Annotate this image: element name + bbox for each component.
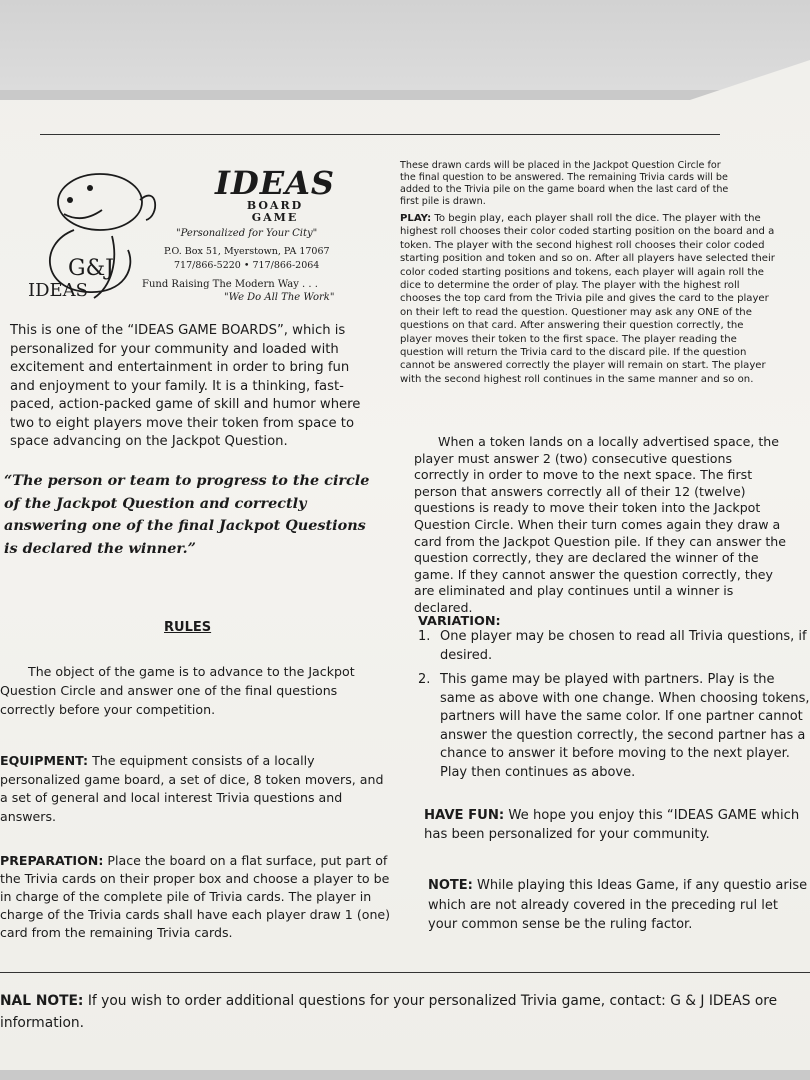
fund-raising-slogan: [142, 278, 334, 304]
play-label: PLAY:: [400, 213, 432, 224]
brand-tagline: "Personalized for Your City": [176, 228, 318, 239]
play-text: To begin play, each player shall roll the dice. The player with the highest roll chooses their color coded starting position on the board and a token. The player with the second highest roll chooses their color coded starting position and token and so on. After all players have selected their color coded starting positions and tokens, each player will again roll the dice to determine the order of play. The player with the highest roll chooses the top card from the Trivia pile and gives the card to the player on their left to read the question. Questioner may ask any ONE of the questions on that card. After answering their question correctly, the player moves their token to the first space. The player reading the question will return the Trivia card to the discard pile. If the question cannot be answered correctly the player will remain on start. The player with the second highest roll continues in the same manner and so on.: [400, 213, 775, 385]
equipment-text: The equipment consists of a locally personalized game board, a set of dice, 8 token movers, and a set of general and local interest Trivia questions and answers.: [0, 753, 384, 824]
background-surface: [0, 0, 810, 90]
list-item-text: This game may be played with partners. Play is the same as above with one change. When choosing tokens, partners will have the same color. If one partner cannot answer the question correctly, the second partner has a chance to answer it before moving to the next player. Play then continues as above.: [440, 672, 810, 780]
have-fun-section: [424, 806, 810, 844]
preparation-section: [0, 852, 392, 942]
brand-board: BOARD: [246, 199, 304, 212]
equipment-label: EQUIPMENT:: [0, 753, 89, 768]
list-item-text: One player may be chosen to read all Trivia questions, if desired.: [440, 629, 807, 663]
rules-heading: RULES: [164, 620, 212, 635]
brand-title: IDEAS: [214, 164, 336, 202]
logo-wordmark: IDEAS: [28, 280, 89, 301]
phone-line: 717/866-5220 • 717/866-2064: [174, 260, 320, 271]
address-line: P.O. Box 51, Myerstown, PA 17067: [164, 246, 330, 257]
drawn-cards-paragraph: These drawn cards will be placed in the Jackpot Question Circle for the final question to be answered. The remaining Trivia cards will be added to the Trivia pile on the game board when the last card of the first pile is drawn.: [400, 160, 729, 207]
brand-title-block: [190, 166, 360, 224]
brand-game: GAME: [251, 211, 299, 224]
fund-line-1: Fund Raising The Modern Way . . .: [142, 279, 318, 290]
preparation-text: Place the board on a flat surface, put part of the Trivia cards on their proper box and choose a player to be in charge of the complete pile of Trivia cards. The player in charge of the Trivia cards shall have each player draw 1 (one) card from the remaining Trivia cards.: [0, 853, 391, 940]
note-text: While playing this Ideas Game, if any questio arise which are not already covered in the preceding rul let your common sense be the ruling factor.: [428, 878, 808, 932]
note-label: NOTE:: [428, 878, 473, 893]
preparation-label: PREPARATION:: [0, 853, 104, 868]
have-fun-text: We hope you enjoy this “IDEAS GAME which has been personalized for your community.: [424, 808, 800, 842]
list-item-number: 2.: [418, 672, 431, 687]
note-section: [428, 876, 810, 935]
list-item: [418, 671, 810, 782]
list-item: [418, 628, 810, 665]
contact-address: [164, 245, 330, 273]
have-fun-label: HAVE FUN:: [424, 808, 505, 823]
variation-list: [418, 628, 810, 782]
fund-line-2: "We Do All The Work": [224, 292, 335, 303]
intro-paragraph: This is one of the “IDEAS GAME BOARDS”, which is personalized for your community and loaded with excitement and entertainment in order to bring fun and enjoyment to your family. It is a thinking, fast-paced, action-packed game of skill and humor where two to eight players move their token from space to space advancing on the Jackpot Question.: [10, 323, 361, 449]
final-note-text: If you wish to order additional questions for your personalized Trivia game, contact: G & J IDEAS ore information.: [0, 993, 778, 1031]
variation-heading: VARIATION:: [418, 614, 501, 629]
play-section: [400, 212, 776, 386]
token-paragraph: When a token lands on a locally advertised space, the player must answer 2 (two) consecutive questions correctly in order to move to the next space. The first person that answers correctly all of their 12 (twelve) questions is ready to move their token into the Jackpot Question Circle. When their turn comes again they draw a card from the Jackpot Question pile. If they can answer the question correctly, they are declared the winner of the game. If they cannot answer the question correctly, they are eliminated and play continues until a winner is declared.: [414, 434, 787, 615]
rules-object: The object of the game is to advance to the Jackpot Question Circle and answer one of the final questions correctly before your competition.: [0, 664, 355, 717]
logo-monogram: G&J: [68, 256, 114, 281]
bottom-divider: [0, 972, 810, 973]
equipment-section: [0, 752, 388, 826]
top-divider: [40, 134, 720, 135]
list-item-number: 1.: [418, 629, 431, 644]
winner-quote: “The person or team to progress to the circle of the Jackpot Question and correctly answering one of the final Jackpot Questions is declared the winner.”: [4, 472, 370, 557]
final-note: [0, 990, 810, 1034]
final-note-label: NAL NOTE:: [0, 993, 84, 1009]
